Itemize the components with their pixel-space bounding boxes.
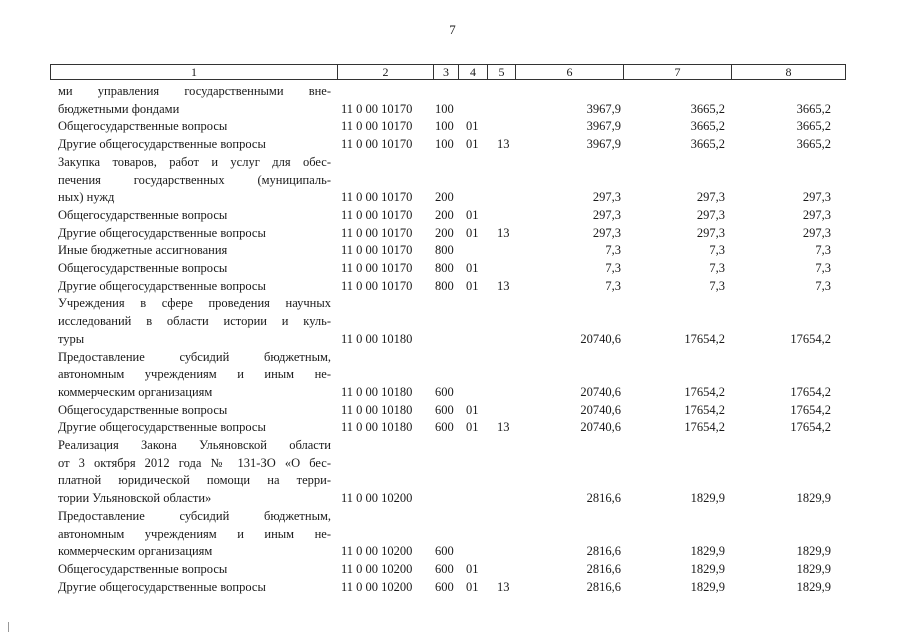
table-row [0, 225, 905, 243]
budget-code: 11 0 00 10170 [341, 225, 413, 240]
amount-col-8: 17654,2 [790, 331, 831, 346]
amount-col-6: 7,3 [605, 278, 621, 293]
section: 01 [466, 402, 479, 417]
amount-col-8: 1829,9 [796, 579, 831, 594]
budget-code: 11 0 00 10170 [341, 243, 413, 258]
amount-col-7: 17654,2 [684, 384, 725, 399]
expense-type: 600 [435, 579, 454, 594]
amount-col-6: 20740,6 [580, 331, 621, 346]
budget-code: 11 0 00 10170 [341, 207, 413, 222]
description-line: Учреждения в сфере проведения научных [58, 296, 331, 311]
budget-code: 11 0 00 10170 [341, 261, 413, 275]
amount-col-7: 3665,2 [690, 119, 725, 134]
table-row [0, 295, 905, 348]
row-description [58, 295, 331, 348]
row-description [58, 349, 331, 402]
subsection: 13 [497, 420, 510, 435]
page-number: 7 [449, 22, 456, 37]
expense-type: 600 [435, 402, 454, 417]
header-col-8: 8 [731, 65, 845, 80]
amount-col-6: 3967,9 [586, 101, 621, 116]
margin-mark [8, 622, 9, 632]
row-description [58, 561, 331, 579]
table-header [50, 64, 846, 80]
row-description [58, 154, 331, 207]
expense-type: 200 [435, 190, 454, 205]
description-line: ных) нужд [58, 190, 115, 205]
amount-col-8: 1829,9 [796, 561, 831, 576]
description-line: Другие общегосударственные вопросы [58, 278, 266, 293]
table-row [0, 419, 905, 437]
amount-col-6: 2816,6 [586, 491, 621, 506]
amount-col-8: 7,3 [815, 243, 831, 258]
table-row [0, 561, 905, 579]
description-line: Общегосударственные вопросы [58, 561, 228, 576]
section: 01 [466, 579, 479, 594]
amount-col-7: 7,3 [709, 278, 725, 293]
amount-col-8: 17654,2 [790, 384, 831, 399]
description-line: Общегосударственные вопросы [58, 207, 228, 222]
amount-col-6: 20740,6 [580, 420, 621, 435]
amount-col-8: 17654,2 [790, 402, 831, 417]
description-line: автономным учреждениям и иным не- [58, 526, 331, 541]
row-description [58, 207, 331, 225]
budget-code: 11 0 00 10180 [341, 331, 413, 346]
amount-col-8: 7,3 [815, 261, 831, 275]
budget-code: 11 0 00 10180 [341, 402, 413, 417]
description-line: исследований в области истории и куль- [58, 314, 331, 329]
header-col-1: 1 [191, 65, 197, 79]
description-line: Закупка товаров, работ и услуг для обес- [58, 154, 331, 169]
section: 01 [466, 225, 479, 240]
amount-col-6: 2816,6 [586, 544, 621, 559]
amount-col-7: 1829,9 [690, 544, 725, 559]
expense-type: 600 [435, 561, 454, 576]
budget-code: 11 0 00 10170 [341, 119, 413, 134]
expense-type: 200 [435, 207, 454, 222]
budget-code: 11 0 00 10200 [341, 579, 413, 594]
row-description [58, 402, 331, 420]
description-line: Другие общегосударственные вопросы [58, 420, 266, 435]
table-row [0, 579, 905, 597]
table-row [0, 349, 905, 402]
description-line: туры [58, 331, 85, 346]
description-line: Общегосударственные вопросы [58, 119, 228, 134]
row-description [58, 508, 331, 561]
amount-col-7: 1829,9 [690, 491, 725, 506]
table-row [0, 260, 905, 278]
description-line: коммерческим организациям [58, 544, 213, 559]
amount-col-8: 297,3 [802, 207, 831, 222]
amount-col-8: 3665,2 [796, 137, 831, 152]
subsection: 13 [497, 225, 510, 240]
table-row [0, 118, 905, 136]
budget-code: 11 0 00 10170 [341, 278, 413, 293]
header-col-5: 5 [487, 65, 515, 80]
description-line: Общегосударственные вопросы [58, 261, 228, 275]
row-description [58, 579, 331, 597]
expense-type: 600 [435, 420, 454, 435]
expense-type: 800 [435, 243, 454, 258]
row-description [58, 242, 331, 260]
description-line: Предоставление субсидий бюджетным, [58, 349, 331, 364]
expense-type: 200 [435, 225, 454, 240]
amount-col-7: 1829,9 [690, 579, 725, 594]
amount-col-6: 7,3 [605, 261, 621, 275]
budget-code: 11 0 00 10200 [341, 561, 413, 576]
amount-col-7: 17654,2 [684, 402, 725, 417]
table-row [0, 242, 905, 260]
expense-type: 100 [435, 119, 454, 134]
description-line: тории Ульяновской области» [58, 491, 212, 506]
budget-code: 11 0 00 10200 [341, 544, 413, 559]
table-row [0, 278, 905, 296]
description-line: печения государственных (муниципаль- [58, 172, 331, 187]
budget-code: 11 0 00 10170 [341, 101, 413, 116]
row-description [58, 437, 331, 508]
amount-col-6: 297,3 [592, 207, 621, 222]
subsection: 13 [497, 278, 510, 293]
description-line: коммерческим организациям [58, 384, 213, 399]
header-col-6: 6 [515, 65, 623, 80]
description-line: Другие общегосударственные вопросы [58, 225, 266, 240]
amount-col-6: 297,3 [592, 190, 621, 205]
budget-code: 11 0 00 10180 [341, 420, 413, 435]
expense-type: 600 [435, 384, 454, 399]
description-line: Иные бюджетные ассигнования [58, 243, 228, 258]
budget-code: 11 0 00 10200 [341, 491, 413, 506]
expense-type: 800 [435, 278, 454, 293]
row-description [58, 225, 331, 243]
section: 01 [466, 119, 479, 134]
amount-col-6: 2816,6 [586, 579, 621, 594]
section: 01 [466, 137, 479, 152]
amount-col-8: 7,3 [815, 278, 831, 293]
description-line: Другие общегосударственные вопросы [58, 137, 266, 152]
section: 01 [466, 207, 479, 222]
amount-col-6: 3967,9 [586, 137, 621, 152]
amount-col-7: 3665,2 [690, 101, 725, 116]
amount-col-8: 3665,2 [796, 119, 831, 134]
table-row [0, 508, 905, 561]
row-description [58, 83, 331, 118]
header-col-3: 3 [433, 65, 458, 80]
expense-type: 100 [435, 137, 454, 152]
description-line: автономным учреждениям и иным не- [58, 367, 331, 382]
description-line: платной юридической помощи на терри- [58, 473, 331, 488]
description-line: ми управления государственными вне- [58, 84, 331, 98]
amount-col-7: 3665,2 [690, 137, 725, 152]
description-line: Другие общегосударственные вопросы [58, 579, 266, 594]
subsection: 13 [497, 137, 510, 152]
amount-col-8: 297,3 [802, 190, 831, 205]
row-description [58, 419, 331, 437]
expense-type: 800 [435, 261, 454, 275]
section: 01 [466, 561, 479, 576]
table-row [0, 83, 905, 118]
row-description [58, 118, 331, 136]
table-row [0, 136, 905, 154]
amount-col-7: 17654,2 [684, 420, 725, 435]
table-row [0, 154, 905, 207]
table-row [0, 207, 905, 225]
budget-code: 11 0 00 10170 [341, 190, 413, 205]
expense-type: 600 [435, 544, 454, 559]
amount-col-6: 2816,6 [586, 561, 621, 576]
row-description [58, 136, 331, 154]
budget-code: 11 0 00 10180 [341, 384, 413, 399]
description-line: бюджетными фондами [58, 101, 180, 116]
expense-type: 100 [435, 101, 454, 116]
amount-col-7: 7,3 [709, 261, 725, 275]
amount-col-6: 20740,6 [580, 402, 621, 417]
description-line: Реализация Закона Ульяновской области [58, 438, 331, 452]
amount-col-8: 297,3 [802, 225, 831, 240]
row-description [58, 278, 331, 296]
budget-code: 11 0 00 10170 [341, 137, 413, 152]
amount-col-7: 7,3 [709, 243, 725, 258]
amount-col-6: 3967,9 [586, 119, 621, 134]
header-col-7: 7 [623, 65, 731, 80]
amount-col-7: 297,3 [696, 190, 725, 205]
description-line: Предоставление субсидий бюджетным, [58, 508, 331, 523]
amount-col-8: 1829,9 [796, 491, 831, 506]
subsection: 13 [497, 579, 510, 594]
section: 01 [466, 261, 479, 275]
table-row [0, 437, 905, 508]
row-description [58, 260, 331, 278]
amount-col-6: 20740,6 [580, 384, 621, 399]
header-col-2: 2 [337, 65, 433, 80]
amount-col-6: 7,3 [605, 243, 621, 258]
amount-col-8: 1829,9 [796, 544, 831, 559]
amount-col-7: 297,3 [696, 225, 725, 240]
section: 01 [466, 420, 479, 435]
amount-col-7: 1829,9 [690, 561, 725, 576]
amount-col-7: 17654,2 [684, 331, 725, 346]
amount-col-8: 17654,2 [790, 420, 831, 435]
amount-col-8: 3665,2 [796, 101, 831, 116]
description-line: Общегосударственные вопросы [58, 402, 228, 417]
description-line: от 3 октября 2012 года № 131-ЗО «О бес- [58, 455, 331, 470]
amount-col-6: 297,3 [592, 225, 621, 240]
amount-col-7: 297,3 [696, 207, 725, 222]
header-col-4: 4 [458, 65, 487, 80]
section: 01 [466, 278, 479, 293]
table-row [0, 402, 905, 420]
